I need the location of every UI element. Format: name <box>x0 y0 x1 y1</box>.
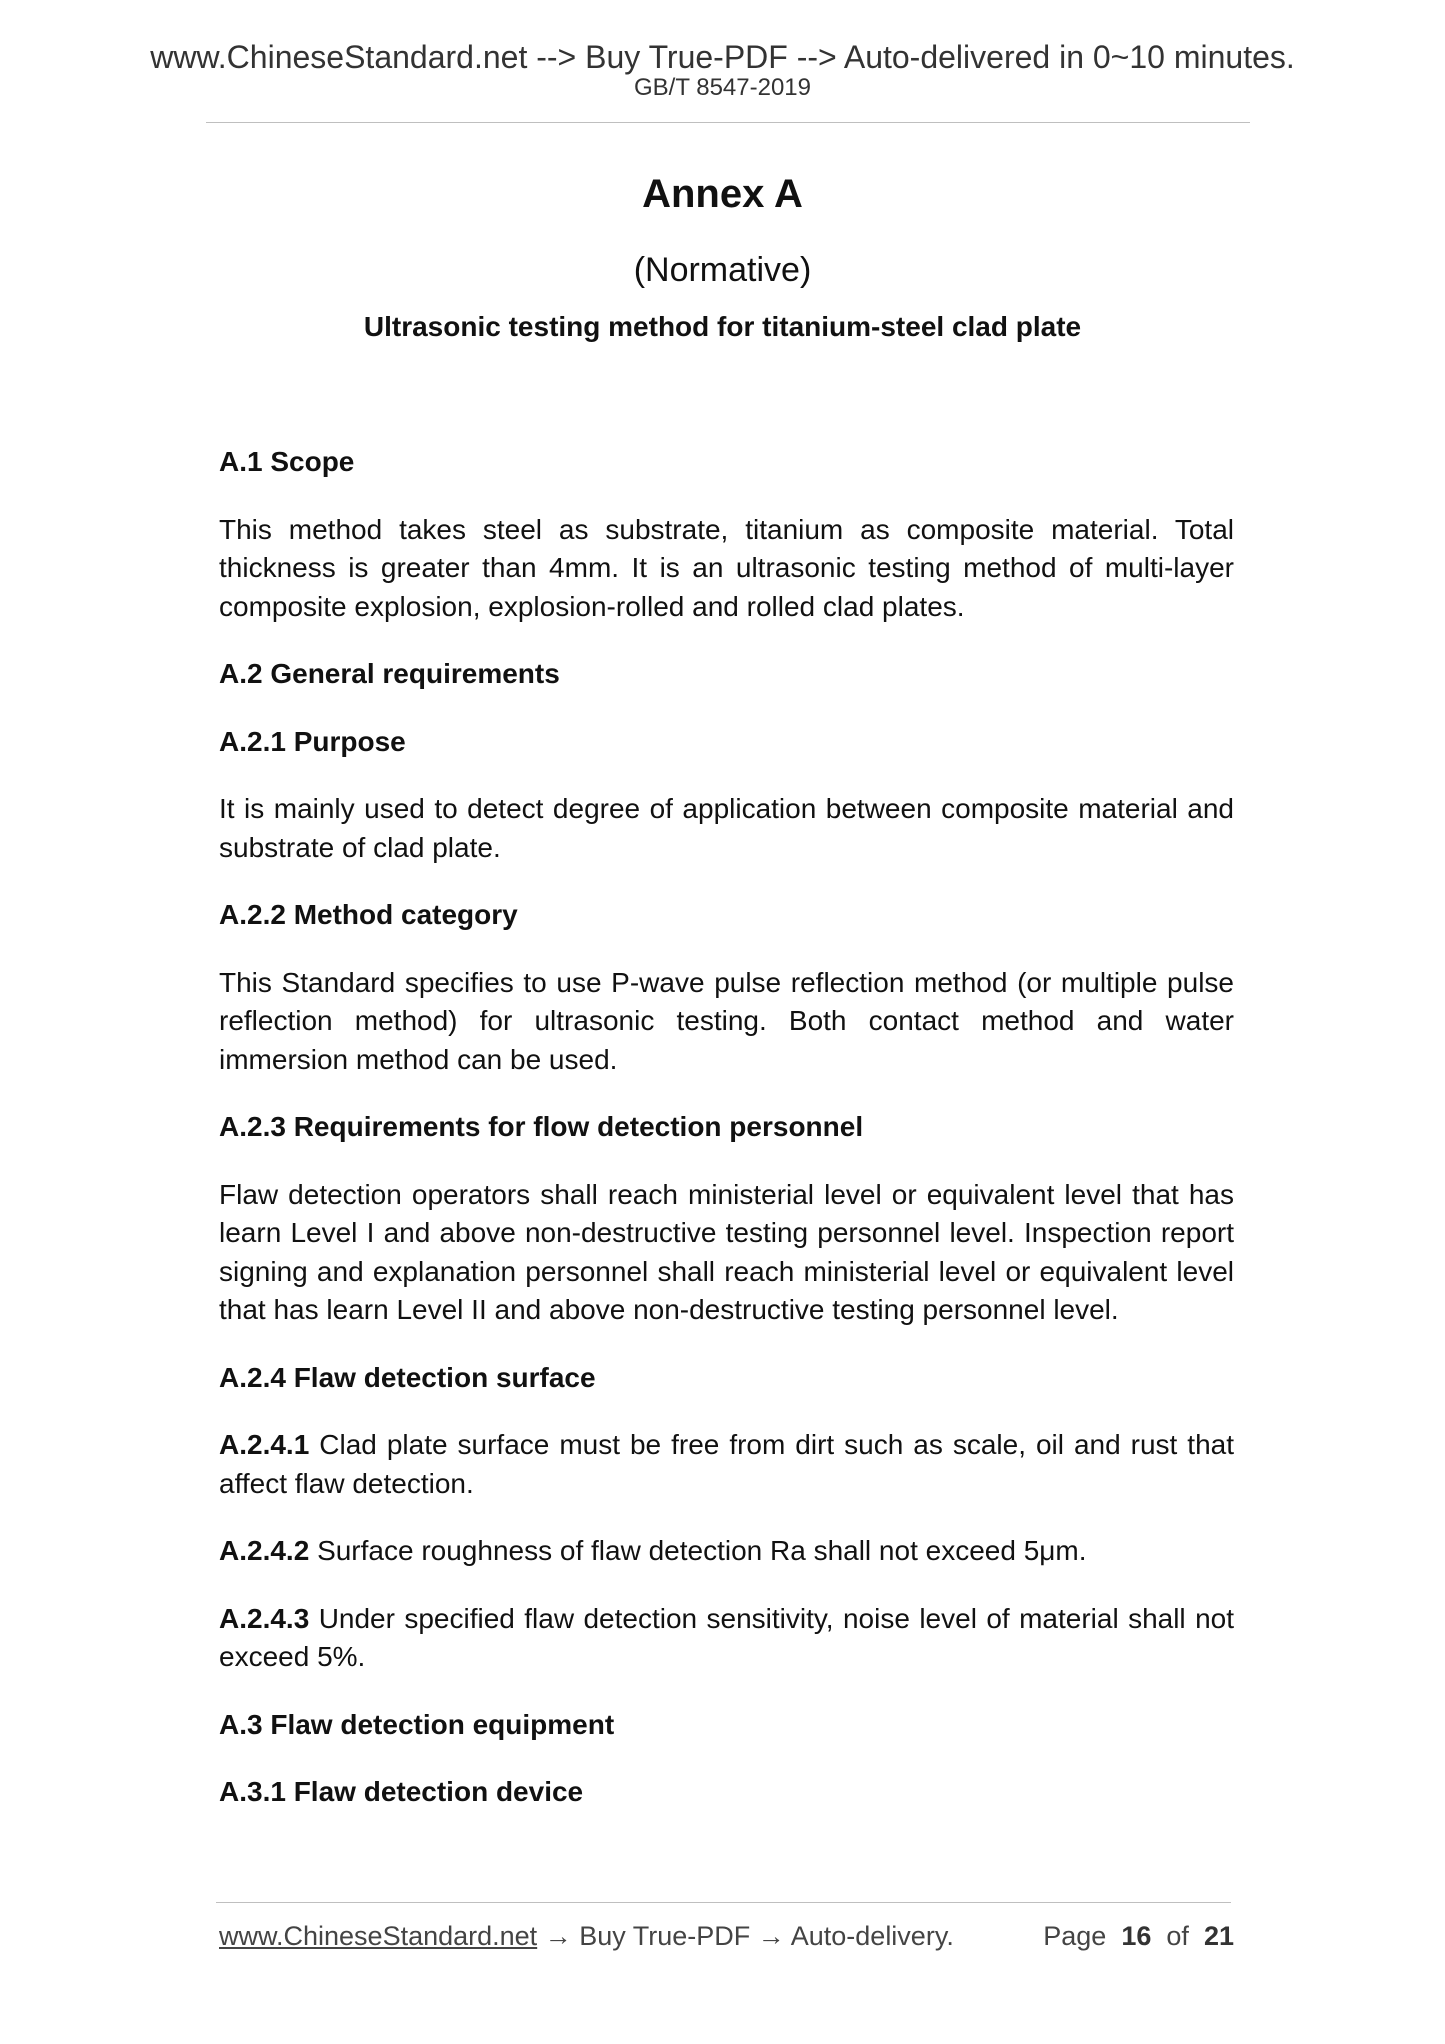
clause-text: Under specified flaw detection sensitivity, noise level of material shall not exceed 5%. <box>219 1602 1234 1672</box>
page-number: 16 <box>1121 1921 1152 1951</box>
of-label: of <box>1166 1921 1189 1951</box>
footer-divider <box>216 1902 1231 1903</box>
paragraph-personnel: Flaw detection operators shall reach ministerial level or equivalent level that has learn Level I and above non-destructive testing personnel level. Inspection report signing and explanation personnel shall reach ministerial level or equivalent level that has learn Level II and above non-destructive testing personnel level. <box>219 1178 1234 1325</box>
page-footer <box>219 1916 1234 1956</box>
clause-a2-4-3 <box>219 1600 1234 1677</box>
paragraph-purpose: It is mainly used to detect degree of application between composite material and substrate of clad plate. <box>219 793 1234 863</box>
section-heading-a1: A.1 Scope <box>219 446 355 477</box>
section-heading-a2-1: A.2.1 Purpose <box>219 725 406 757</box>
section-heading-a2-2: A.2.2 Method category <box>219 899 518 930</box>
paragraph-scope: This method takes steel as substrate, titanium as composite material. Total thickness is greater than 4mm. It is an ultrasonic testing method of multi-layer composite explosion, explosion-rolled and rolled clad plates. <box>219 513 1234 622</box>
clause-a2-4-2 <box>219 1532 1234 1571</box>
clause-number: A.2.4.1 <box>219 1429 310 1460</box>
top-banner: www.ChineseStandard.net --> Buy True-PDF --> Auto-delivered in 0~10 minutes. <box>150 39 1295 75</box>
document-body <box>219 443 1234 1841</box>
annex-title: Annex A <box>642 172 803 216</box>
footer-site-link[interactable]: www.ChineseStandard.net <box>219 1921 538 1951</box>
page-label: Page <box>1043 1921 1107 1951</box>
section-heading-a3: A.3 Flaw detection equipment <box>219 1708 615 1740</box>
clause-number: A.2.4.3 <box>219 1602 310 1634</box>
clause-text: Surface roughness of flaw detection Ra shall not exceed 5μm. <box>317 1535 1087 1566</box>
paragraph-method-category: This Standard specifies to use P-wave pulse reflection method (or multiple pulse reflection method) for ultrasonic testing. Both contact method and water immersion method can be used. <box>219 966 1234 1075</box>
footer-left <box>219 1916 954 1956</box>
clause-a2-4-1 <box>219 1426 1234 1503</box>
annex-type: (Normative) <box>633 251 812 289</box>
annex-subtitle: Ultrasonic testing method for titanium-steel clad plate <box>363 311 1082 342</box>
section-heading-a3-1: A.3.1 Flaw detection device <box>219 1776 584 1807</box>
footer-tagline: → Buy True-PDF → Auto-delivery. <box>537 1921 954 1951</box>
page-total: 21 <box>1203 1921 1234 1951</box>
section-heading-a2-3: A.2.3 Requirements for flow detection personnel <box>219 1111 864 1142</box>
header-divider <box>206 122 1250 123</box>
section-heading-a2: A.2 General requirements <box>219 658 560 689</box>
clause-text: Clad plate surface must be free from dirt such as scale, oil and rust that affect flaw detection. <box>219 1429 1235 1499</box>
page-indicator <box>1043 1916 1234 1956</box>
section-heading-a2-4: A.2.4 Flaw detection surface <box>219 1361 596 1393</box>
standard-code: GB/T 8547-2019 <box>633 74 811 101</box>
clause-number: A.2.4.2 <box>219 1535 310 1566</box>
